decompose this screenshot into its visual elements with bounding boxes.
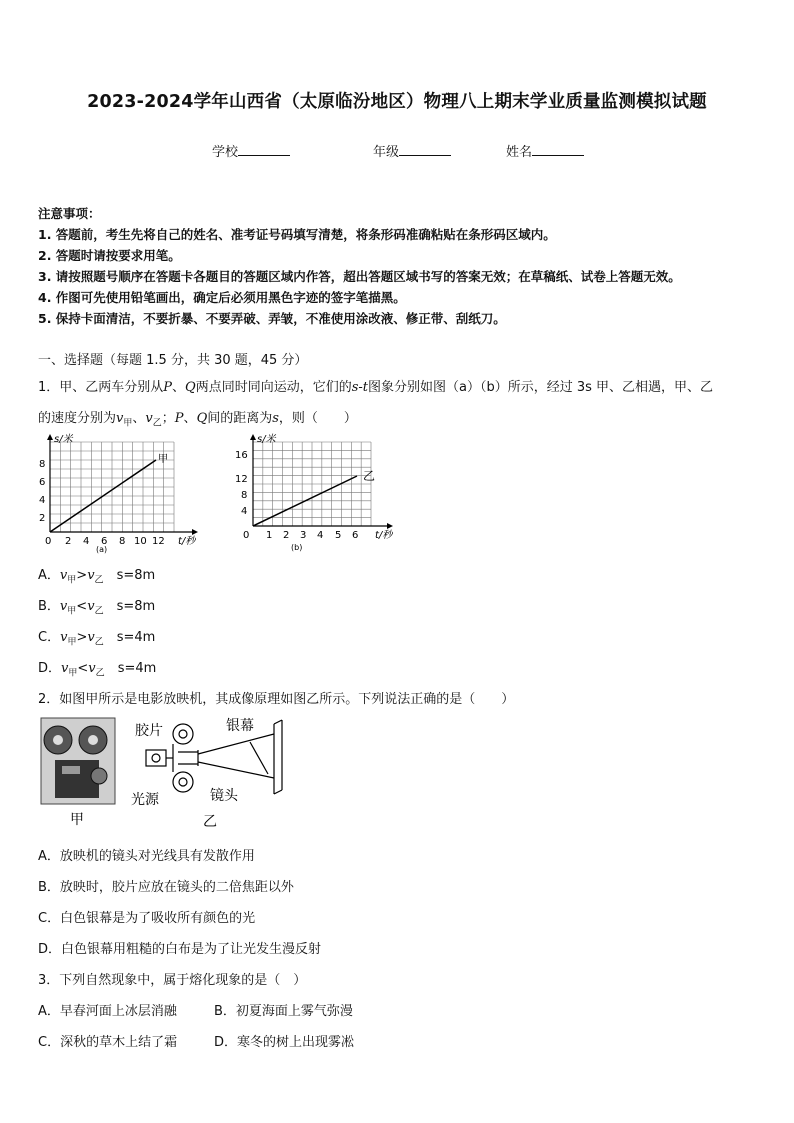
graph-a-xtick: 0: [45, 536, 52, 547]
graph-a-y-arrow: [47, 434, 53, 440]
name-blank: [532, 143, 584, 156]
grade-blank: [399, 143, 451, 156]
q1-stem-line1: 1．甲、乙两车分别从P、Q两点同时同向运动，它们的s-t图象分别如图（a）（b）所示，经过 3s 甲、乙相遇，甲、乙: [38, 380, 714, 395]
graph-a-x-arrow: [192, 529, 198, 535]
q3-option-a[interactable]: A．早春河面上冰层消融: [38, 1004, 177, 1019]
graph-b-xtick: 4: [317, 530, 324, 541]
graph-b-grid: [253, 442, 371, 526]
q2-option-a[interactable]: A．放映机的镜头对光线具有发散作用: [38, 849, 255, 864]
notes-heading: 注意事项：: [38, 206, 101, 221]
graph-b: [227, 430, 412, 555]
school-blank: [238, 143, 290, 156]
graph-b-ytick: 16: [235, 450, 248, 461]
graph-b-xtick: 5: [335, 530, 342, 541]
fig-label-yi: 乙: [203, 814, 217, 830]
graph-a-xtick: 10: [134, 536, 147, 547]
graph-a: [32, 430, 217, 555]
graph-a-ytick: 6: [39, 477, 46, 488]
q3-option-d[interactable]: D．寒冬的树上出现雾凇: [214, 1035, 355, 1050]
graph-a-xtick: 4: [83, 536, 90, 547]
graph-a-xtick: 12: [152, 536, 165, 547]
graph-b-ytick: 4: [241, 506, 248, 517]
name-field: [506, 141, 584, 160]
q1-option-c[interactable]: C．$v_甲>v_乙$ s=4m: [38, 630, 156, 648]
graph-b-xtick: 6: [352, 530, 359, 541]
graph-a-line-label: 甲: [158, 454, 168, 465]
label-lens: 镜头: [210, 788, 238, 804]
q1-option-b[interactable]: B．$v_甲<v_乙$ s=8m: [38, 599, 156, 617]
graph-a-caption: (a): [96, 545, 108, 554]
q2-stem: 2．如图甲所示是电影放映机，其成像原理如图乙所示。下列说法正确的是（ ）: [38, 692, 515, 707]
graph-a-xtick: 8: [119, 536, 126, 547]
label-film: 胶片: [135, 723, 163, 739]
graph-b-x-arrow: [387, 523, 393, 529]
q2-option-b[interactable]: B．放映时，胶片应放在镜头的二倍焦距以外: [38, 880, 294, 895]
graph-b-y-arrow: [250, 434, 256, 440]
name-label: 姓名: [506, 145, 533, 160]
graph-b-xtick: 2: [283, 530, 290, 541]
grade-field: [373, 141, 451, 160]
note-item: 4. 作图可先使用铅笔画出，确定后必须用黑色字迹的签字笔描黑。: [38, 290, 406, 305]
q1-option-a[interactable]: A．$v_甲>v_乙$ s=8m: [38, 568, 156, 586]
graph-b-ytick: 12: [235, 474, 248, 485]
projector-illustration: [41, 718, 115, 804]
graph-b-xtick: 0: [243, 530, 250, 541]
school-label: 学校: [212, 145, 239, 160]
page-title: 2023-2024学年山西省（太原临汾地区）物理八上期末学业质量监测模拟试题: [87, 92, 707, 112]
q2-option-c[interactable]: C．白色银幕是为了吸收所有颜色的光: [38, 911, 256, 926]
graph-a-ytick: 2: [39, 513, 46, 524]
graph-a-xtick: 2: [65, 536, 72, 547]
q2-option-d[interactable]: D．白色银幕用粗糙的白布是为了让光发生漫反射: [38, 942, 322, 957]
graph-b-xtick: 1: [266, 530, 273, 541]
graph-b-caption: (b): [291, 543, 303, 552]
fig-label-jia: 甲: [70, 812, 84, 828]
graph-b-xtick: 3: [300, 530, 307, 541]
q3-option-c[interactable]: C．深秋的草木上结了霜: [38, 1035, 178, 1050]
graph-a-xlabel: t/秒: [178, 536, 196, 547]
graph-a-ytick: 8: [39, 459, 46, 470]
label-light: 光源: [131, 792, 159, 808]
note-item: 2. 答题时请按要求用笔。: [38, 248, 181, 263]
graph-b-line-label: 乙: [363, 469, 376, 483]
graph-b-ytick: 8: [241, 490, 248, 501]
q1-option-d[interactable]: D．$v_甲<v_乙$ s=4m: [38, 661, 157, 679]
projection-diagram: [146, 720, 282, 794]
school-field: [212, 141, 290, 160]
graph-a-ytick: 4: [39, 495, 46, 506]
q3-option-b[interactable]: B．初夏海面上雾气弥漫: [214, 1004, 353, 1019]
note-item: 1. 答题前，考生先将自己的姓名、准考证号码填写清楚，将条形码准确粘贴在条形码区域内。: [38, 227, 556, 242]
section-heading: 一、选择题（每题 1.5 分，共 30 题，45 分）: [38, 353, 308, 368]
label-screen: 银幕: [226, 718, 254, 734]
q2-figure: [38, 714, 288, 832]
q3-stem: 3．下列自然现象中，属于熔化现象的是（ ）: [38, 973, 307, 988]
graph-b-ylabel: s/米: [257, 434, 276, 445]
graph-b-xlabel: t/秒: [375, 530, 393, 541]
note-item: 5. 保持卡面清洁，不要折暴、不要弄破、弄皱，不准使用涂改液、修正带、刮纸刀。: [38, 311, 506, 326]
grade-label: 年级: [373, 145, 400, 160]
q1-stem-line2: 的速度分别为$v_甲$、$v_乙$；P、Q间的距离为s，则（ ）: [38, 411, 357, 429]
graph-a-ylabel: s/米: [54, 434, 73, 445]
note-item: 3. 请按照题号顺序在答题卡各题目的答题区域内作答，超出答题区域书写的答案无效；在草稿纸、试卷上答题无效。: [38, 269, 681, 284]
graph-a-xtick: 6: [101, 536, 108, 547]
